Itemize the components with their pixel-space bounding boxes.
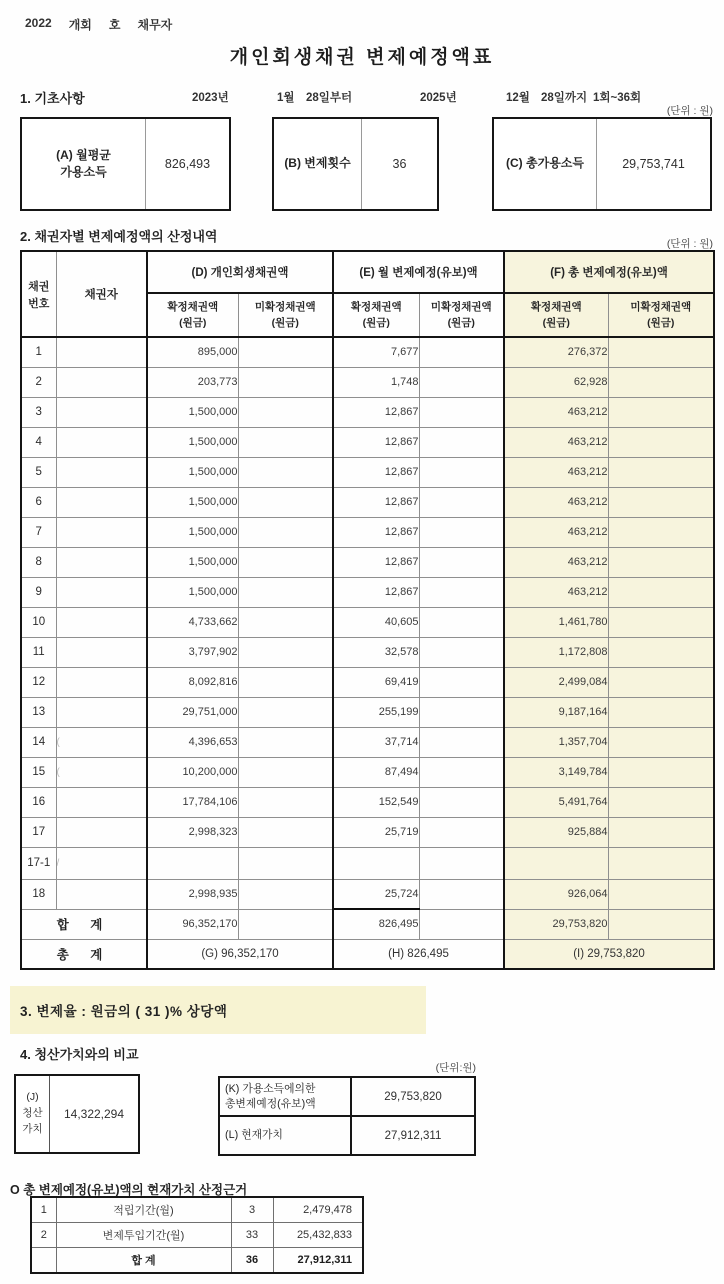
- cell-creditor: [56, 397, 147, 427]
- cell-f-unfixed: [608, 847, 714, 879]
- claim-no-line1: 채권: [28, 280, 50, 293]
- cell-claim-no: 17-1: [21, 847, 56, 879]
- cell-amount: 27,912,311: [273, 1248, 363, 1274]
- cell-e-fixed: 255,199: [333, 697, 419, 727]
- cell-f-fixed: 463,212: [504, 457, 608, 487]
- cell-f-unfixed: [608, 367, 714, 397]
- f-unfixed-line2: (원금): [647, 316, 675, 329]
- j-label-line2: 청산: [22, 1107, 43, 1120]
- cell-e-unfixed: [419, 517, 504, 547]
- cell-d-fixed: 1,500,000: [147, 517, 238, 547]
- cell-claim-no: 10: [21, 607, 56, 637]
- cell-f-fixed: 926,064: [504, 879, 608, 909]
- case-court-label: 개회: [68, 18, 92, 32]
- cell-d-fixed: 1,500,000: [147, 397, 238, 427]
- cell-f-fixed: [504, 847, 608, 879]
- box-b-label-text: (B) 변제횟수: [284, 156, 351, 171]
- subtotal-d-unfixed: [238, 909, 333, 939]
- claim-row: [21, 847, 714, 879]
- cell-creditor: [56, 487, 147, 517]
- subtotal-row: [21, 909, 714, 939]
- section4-unit-note: (단위:원): [435, 1062, 476, 1074]
- grand-total-e: (H) 826,495: [333, 939, 504, 969]
- present-value-basis-table: [30, 1196, 364, 1274]
- box-c-value: 29,753,741: [622, 157, 685, 171]
- box-c-label-text: (C) 총가용소득: [506, 156, 584, 171]
- cell-e-fixed: 25,724: [333, 879, 419, 909]
- cell-claim-no: 3: [21, 397, 56, 427]
- claim-row: [21, 787, 714, 817]
- cell-d-fixed: 1,500,000: [147, 577, 238, 607]
- cell-d-fixed: 1,500,000: [147, 547, 238, 577]
- claim-row: [21, 757, 714, 787]
- cell-d-fixed: 17,784,106: [147, 787, 238, 817]
- cell-e-unfixed: [419, 337, 504, 367]
- basis-row: [31, 1248, 363, 1274]
- cell-d-unfixed: [238, 367, 333, 397]
- box-a-value: 826,493: [164, 157, 211, 171]
- cell-claim-no: 12: [21, 667, 56, 697]
- cell-e-unfixed: [419, 667, 504, 697]
- cell-creditor: [56, 337, 147, 367]
- cell-claim-no: 5: [21, 457, 56, 487]
- cell-f-unfixed: [608, 427, 714, 457]
- cell-d-unfixed: [238, 727, 333, 757]
- l-label-line1: (L) 현재가치: [225, 1129, 283, 1142]
- cell-e-fixed: 12,867: [333, 397, 419, 427]
- d-fixed-line1: 확정채권액: [167, 301, 219, 314]
- section5-heading: O 총 변제예정(유보)액의 현재가치 산정근거: [10, 1183, 248, 1197]
- cell-claim-no: 7: [21, 517, 56, 547]
- claim-row: [21, 607, 714, 637]
- e-fixed-line1: 확정채권액: [350, 301, 402, 314]
- box-a-label-line2: 가용소득: [60, 165, 107, 179]
- cell-f-fixed: 463,212: [504, 547, 608, 577]
- cell-f-fixed: 925,884: [504, 817, 608, 847]
- j-box-label: [16, 1076, 50, 1152]
- subtotal-f-fixed: 29,753,820: [504, 909, 608, 939]
- cell-d-unfixed: [238, 667, 333, 697]
- cell-f-unfixed: [608, 817, 714, 847]
- d-unfixed-line2: (원금): [271, 316, 299, 329]
- claim-row: [21, 727, 714, 757]
- subtotal-label: 합 계: [21, 909, 147, 939]
- cell-months: 36: [231, 1248, 273, 1274]
- cell-e-unfixed: [419, 727, 504, 757]
- cell-creditor: [56, 879, 147, 909]
- e-unfixed-line1: 미확정채권액: [430, 301, 492, 314]
- cell-f-unfixed: [608, 607, 714, 637]
- claim-row: [21, 547, 714, 577]
- cell-f-unfixed: [608, 577, 714, 607]
- cell-months: 33: [231, 1223, 273, 1248]
- claims-tbody: [21, 337, 714, 909]
- cell-f-fixed: 463,212: [504, 397, 608, 427]
- grand-total-f: (I) 29,753,820: [504, 939, 714, 969]
- box-monthly-disposable-income: [20, 117, 231, 211]
- cell-creditor: /: [56, 847, 147, 879]
- cell-label: 적립기간(월): [56, 1197, 231, 1223]
- cell-f-fixed: 3,149,784: [504, 757, 608, 787]
- cell-no: [31, 1248, 56, 1274]
- cell-e-unfixed: [419, 817, 504, 847]
- row-k: [219, 1077, 475, 1116]
- cell-d-unfixed: [238, 697, 333, 727]
- row-l: [219, 1116, 475, 1155]
- claim-row: [21, 817, 714, 847]
- period-start-month: 1월: [277, 92, 295, 104]
- box-total-disposable-income: [492, 117, 712, 211]
- subheader-f-unfixed: [608, 293, 714, 337]
- cell-creditor: [56, 547, 147, 577]
- col-header-creditor: 채권자: [56, 251, 147, 337]
- cell-d-unfixed: [238, 427, 333, 457]
- cell-d-fixed: 203,773: [147, 367, 238, 397]
- cell-e-fixed: 12,867: [333, 547, 419, 577]
- box-repayment-count: [272, 117, 439, 211]
- cell-e-unfixed: [419, 457, 504, 487]
- group-header-d: (D) 개인회생채권액: [147, 251, 333, 293]
- cell-e-unfixed: [419, 879, 504, 909]
- subheader-d-unfixed: [238, 293, 333, 337]
- cell-e-unfixed: [419, 547, 504, 577]
- cell-d-fixed: 1,500,000: [147, 487, 238, 517]
- cell-claim-no: 4: [21, 427, 56, 457]
- cell-e-unfixed: [419, 427, 504, 457]
- cell-e-fixed: 32,578: [333, 637, 419, 667]
- cell-f-unfixed: [608, 487, 714, 517]
- cell-d-unfixed: [238, 879, 333, 909]
- cell-creditor: [56, 367, 147, 397]
- cell-f-unfixed: [608, 667, 714, 697]
- section2-heading: 2. 채권자별 변제예정액의 산정내역: [20, 229, 218, 244]
- box-a-label: [22, 119, 146, 209]
- cell-f-fixed: 463,212: [504, 517, 608, 547]
- cell-creditor: [56, 667, 147, 697]
- cell-e-fixed: 12,867: [333, 487, 419, 517]
- claim-row: [21, 367, 714, 397]
- cell-d-fixed: 2,998,935: [147, 879, 238, 909]
- subheader-f-fixed: [504, 293, 608, 337]
- cell-d-fixed: 10,200,000: [147, 757, 238, 787]
- cell-d-unfixed: [238, 517, 333, 547]
- subheader-e-unfixed: [419, 293, 504, 337]
- cell-no: 2: [31, 1223, 56, 1248]
- claim-row: [21, 697, 714, 727]
- cell-claim-no: 14: [21, 727, 56, 757]
- cell-e-fixed: 7,677: [333, 337, 419, 367]
- cell-d-unfixed: [238, 337, 333, 367]
- repayment-rate-highlight: [10, 986, 426, 1034]
- cell-e-unfixed: [419, 607, 504, 637]
- f-fixed-line1: 확정채권액: [530, 301, 582, 314]
- cell-f-unfixed: [608, 397, 714, 427]
- f-fixed-line2: (원금): [542, 316, 570, 329]
- subtotal-e-fixed: 826,495: [333, 909, 419, 939]
- cell-f-fixed: 463,212: [504, 487, 608, 517]
- cell-e-fixed: 12,867: [333, 577, 419, 607]
- cell-e-fixed: 12,867: [333, 457, 419, 487]
- liquidation-value-box: [14, 1074, 140, 1154]
- cell-claim-no: 8: [21, 547, 56, 577]
- group-header-e: (E) 월 변제예정(유보)액: [333, 251, 504, 293]
- cell-months: 3: [231, 1197, 273, 1223]
- group-header-f: (F) 총 변제예정(유보)액: [504, 251, 714, 293]
- grand-total-d: (G) 96,352,170: [147, 939, 333, 969]
- cell-e-fixed: 12,867: [333, 517, 419, 547]
- cell-d-unfixed: [238, 817, 333, 847]
- cell-claim-no: 16: [21, 787, 56, 817]
- basis-row: [31, 1223, 363, 1248]
- claim-row: [21, 637, 714, 667]
- cell-d-fixed: 1,500,000: [147, 427, 238, 457]
- cell-creditor: [56, 697, 147, 727]
- cell-d-unfixed: [238, 607, 333, 637]
- cell-creditor: [56, 607, 147, 637]
- cell-d-fixed: 895,000: [147, 337, 238, 367]
- k-value: 29,753,820: [351, 1077, 475, 1116]
- d-unfixed-line1: 미확정채권액: [254, 301, 316, 314]
- subtotal-f-unfixed: [608, 909, 714, 939]
- claim-row: [21, 457, 714, 487]
- cell-f-fixed: 1,461,780: [504, 607, 608, 637]
- cell-f-unfixed: [608, 517, 714, 547]
- case-header-line: [25, 16, 172, 33]
- cell-no: 1: [31, 1197, 56, 1223]
- cell-f-fixed: 2,499,084: [504, 667, 608, 697]
- e-fixed-line2: (원금): [362, 316, 390, 329]
- cell-f-fixed: 5,491,764: [504, 787, 608, 817]
- period-end-year: 2025년: [420, 92, 457, 104]
- cell-claim-no: 13: [21, 697, 56, 727]
- cell-f-fixed: 463,212: [504, 577, 608, 607]
- grand-total-label: 총 계: [21, 939, 147, 969]
- cell-d-fixed: 4,733,662: [147, 607, 238, 637]
- cell-f-unfixed: [608, 757, 714, 787]
- cell-creditor: (: [56, 757, 147, 787]
- claim-row: [21, 337, 714, 367]
- cell-f-fixed: 9,187,164: [504, 697, 608, 727]
- subheader-e-fixed: [333, 293, 419, 337]
- e-unfixed-line2: (원금): [447, 316, 475, 329]
- claims-table: [20, 250, 715, 970]
- cell-f-unfixed: [608, 547, 714, 577]
- basis-row: [31, 1197, 363, 1223]
- cell-creditor: [56, 427, 147, 457]
- cell-f-unfixed: [608, 337, 714, 367]
- cell-amount: 2,479,478: [273, 1197, 363, 1223]
- cell-e-fixed: 152,549: [333, 787, 419, 817]
- cell-d-unfixed: [238, 757, 333, 787]
- cell-creditor: [56, 457, 147, 487]
- section1-unit-note: (단위 : 원): [666, 105, 713, 117]
- cell-f-fixed: 1,357,704: [504, 727, 608, 757]
- cell-claim-no: 9: [21, 577, 56, 607]
- subtotal-e-unfixed: [419, 909, 504, 939]
- cell-f-unfixed: [608, 787, 714, 817]
- section1-heading: 1. 기초사항: [20, 91, 85, 106]
- cell-d-fixed: [147, 847, 238, 879]
- cell-d-unfixed: [238, 577, 333, 607]
- cell-e-unfixed: [419, 697, 504, 727]
- cell-e-fixed: 87,494: [333, 757, 419, 787]
- cell-e-fixed: 69,419: [333, 667, 419, 697]
- cell-f-fixed: 276,372: [504, 337, 608, 367]
- cell-d-fixed: 29,751,000: [147, 697, 238, 727]
- j-label-line3: 가치: [22, 1122, 43, 1135]
- cell-claim-no: 18: [21, 879, 56, 909]
- cell-creditor: [56, 517, 147, 547]
- cell-claim-no: 2: [21, 367, 56, 397]
- cell-d-unfixed: [238, 547, 333, 577]
- cell-e-unfixed: [419, 487, 504, 517]
- cell-f-unfixed: [608, 727, 714, 757]
- cell-e-unfixed: [419, 577, 504, 607]
- k-label-line1: (K) 가용소득에의한: [225, 1082, 316, 1095]
- cell-f-unfixed: [608, 879, 714, 909]
- cell-creditor: [56, 787, 147, 817]
- k-label-line2: 총변제예정(유보)액: [225, 1097, 316, 1110]
- d-fixed-line2: (원금): [179, 316, 207, 329]
- cell-claim-no: 11: [21, 637, 56, 667]
- subheader-d-fixed: [147, 293, 238, 337]
- cell-d-unfixed: [238, 787, 333, 817]
- claim-row: [21, 667, 714, 697]
- period-start-year: 2023년: [192, 92, 229, 104]
- case-number-label: 호: [108, 18, 121, 32]
- period-end-day: 28일까지: [541, 92, 588, 104]
- cell-e-unfixed: [419, 847, 504, 879]
- grand-total-row: [21, 939, 714, 969]
- subtotal-d-fixed: 96,352,170: [147, 909, 238, 939]
- cell-f-fixed: 62,928: [504, 367, 608, 397]
- cell-creditor: (: [56, 727, 147, 757]
- section4-heading: 4. 청산가치와의 비교: [20, 1047, 139, 1062]
- cell-e-fixed: [333, 847, 419, 879]
- cell-e-unfixed: [419, 757, 504, 787]
- cell-claim-no: 1: [21, 337, 56, 367]
- section2-unit-note: (단위 : 원): [666, 238, 713, 250]
- claim-no-line2: 번호: [28, 297, 50, 310]
- box-a-label-line1: (A) 월평균: [56, 147, 111, 162]
- cell-claim-no: 17: [21, 817, 56, 847]
- cell-amount: 25,432,833: [273, 1223, 363, 1248]
- cell-creditor: [56, 637, 147, 667]
- page-title: 개인회생채권 변제예정액표: [229, 47, 495, 68]
- cell-d-fixed: 8,092,816: [147, 667, 238, 697]
- cell-creditor: [56, 577, 147, 607]
- cell-e-fixed: 12,867: [333, 427, 419, 457]
- period-end-month: 12월: [506, 92, 530, 104]
- cell-e-unfixed: [419, 787, 504, 817]
- j-box-value: 14,322,294: [63, 1107, 125, 1121]
- cell-f-unfixed: [608, 457, 714, 487]
- cell-d-unfixed: [238, 637, 333, 667]
- cell-d-unfixed: [238, 487, 333, 517]
- period-start-day: 28일부터: [306, 92, 353, 104]
- cell-f-fixed: 1,172,808: [504, 637, 608, 667]
- claim-row: [21, 879, 714, 909]
- cell-e-unfixed: [419, 397, 504, 427]
- cell-d-fixed: 4,396,653: [147, 727, 238, 757]
- box-b-value: 36: [392, 157, 407, 171]
- cell-creditor: [56, 817, 147, 847]
- comparison-table: [218, 1076, 476, 1156]
- cell-d-fixed: 2,998,323: [147, 817, 238, 847]
- cell-label: 합 계: [56, 1248, 231, 1274]
- l-value: 27,912,311: [351, 1116, 475, 1155]
- cell-label: 변제투입기간(월): [56, 1223, 231, 1248]
- box-c-label: [494, 119, 597, 209]
- cell-d-unfixed: [238, 397, 333, 427]
- cell-e-fixed: 1,748: [333, 367, 419, 397]
- repayment-rate-text: 3. 변제율 : 원금의 ( 31 )% 상당액: [20, 1004, 228, 1019]
- s5-tbody: [31, 1197, 363, 1273]
- f-unfixed-line1: 미확정채권액: [630, 301, 692, 314]
- cell-e-fixed: 37,714: [333, 727, 419, 757]
- cell-e-unfixed: [419, 637, 504, 667]
- cell-e-unfixed: [419, 367, 504, 397]
- l-label: [219, 1116, 351, 1155]
- cell-d-fixed: 1,500,000: [147, 457, 238, 487]
- case-debtor-label: 채무자: [137, 18, 173, 32]
- claim-row: [21, 577, 714, 607]
- j-label-line1: (J): [26, 1091, 39, 1104]
- claim-row: [21, 517, 714, 547]
- case-year: 2022: [25, 16, 52, 30]
- cell-d-fixed: 3,797,902: [147, 637, 238, 667]
- cell-d-unfixed: [238, 457, 333, 487]
- cell-f-fixed: 463,212: [504, 427, 608, 457]
- claim-row: [21, 397, 714, 427]
- cell-e-fixed: 25,719: [333, 817, 419, 847]
- cell-e-fixed: 40,605: [333, 607, 419, 637]
- claim-row: [21, 427, 714, 457]
- cell-claim-no: 15: [21, 757, 56, 787]
- period-rounds: 1회~36회: [593, 92, 642, 104]
- cell-f-unfixed: [608, 697, 714, 727]
- col-header-claim-no: [21, 251, 56, 337]
- cell-claim-no: 6: [21, 487, 56, 517]
- k-label: [219, 1077, 351, 1116]
- cell-d-unfixed: [238, 847, 333, 879]
- cell-f-unfixed: [608, 637, 714, 667]
- claim-row: [21, 487, 714, 517]
- box-b-label: [274, 119, 362, 209]
